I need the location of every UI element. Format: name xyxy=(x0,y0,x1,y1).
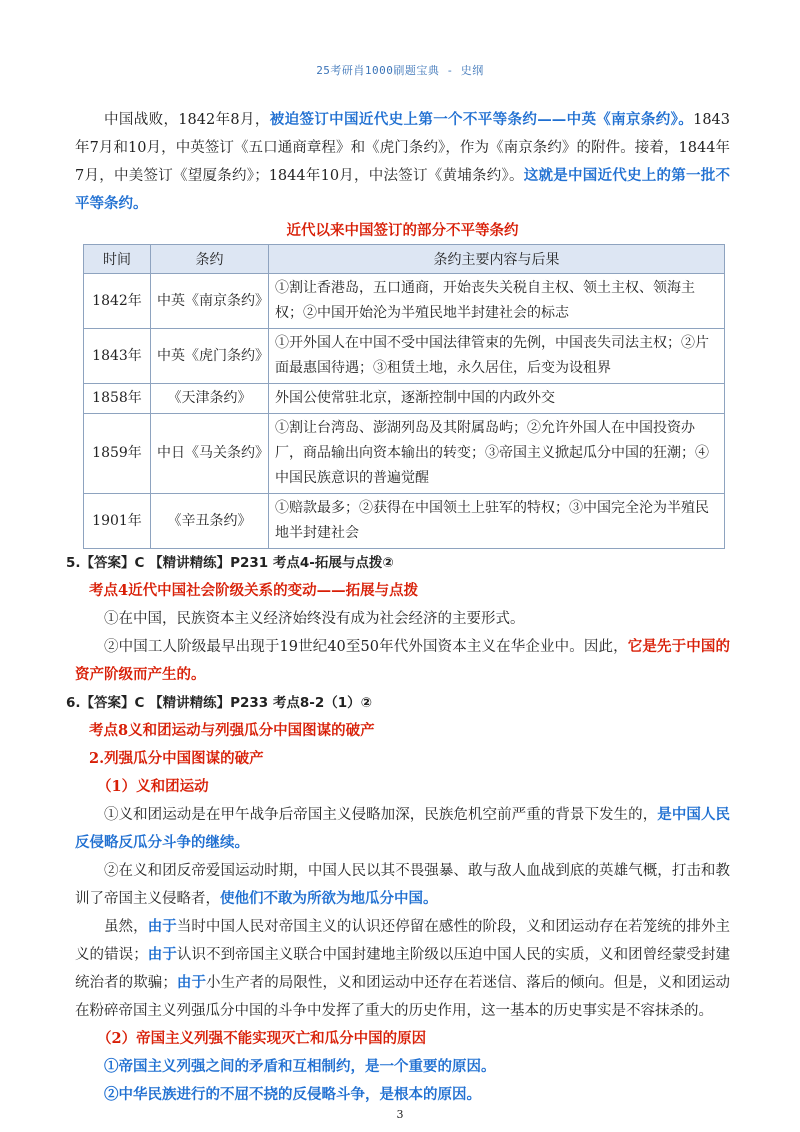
intro-highlight-1: 被迫签订中国近代史上第一个不平等条约——中英《南京条约》。 xyxy=(269,111,694,128)
cell-content: ①割让香港岛，五口通商，开始丧失关税自主权、领土主权、领海主权；②中国开始沦为半殖民地半封建社会的标志 xyxy=(269,274,725,329)
page-header: 25考研肖1000刷题宝典 - 史纲 xyxy=(316,64,484,77)
q5-point-2-highlight: 它是先于中国的资产阶级而产生的。 xyxy=(75,638,731,683)
table-header-row xyxy=(84,245,725,274)
page-number: 3 xyxy=(396,1108,404,1121)
cell-treaty: 中英《虎门条约》 xyxy=(151,329,269,384)
section-heading: 2.列强瓜分中国图谋的破产 xyxy=(89,750,264,767)
table-row xyxy=(84,414,725,494)
boxer-limitations xyxy=(75,913,730,1025)
q5-point-1: ①在中国，民族资本主义经济始终没有成为社会经济的主要形式。 xyxy=(104,611,525,627)
table-title: 近代以来中国签订的部分不平等条约 xyxy=(286,222,519,239)
limitations-text-1: 虽然， xyxy=(104,919,148,935)
treaty-table xyxy=(83,244,725,549)
boxer-point-2 xyxy=(75,857,730,913)
cell-content: ①赔款最多；②获得在中国领土上驻军的特权；③中国完全沦为半殖民地半封建社会 xyxy=(269,494,725,549)
boxer-point-1 xyxy=(75,801,730,857)
q5-point-2-text: ②中国工人阶级最早出现于19世纪40至50年代外国资本主义在华企业中。因此， xyxy=(104,639,628,655)
limitations-because-2: 由于 xyxy=(147,946,177,963)
reason-1: ①帝国主义列强之间的矛盾和互相制约，是一个重要的原因。 xyxy=(104,1058,496,1075)
table-row xyxy=(84,494,725,549)
table-row xyxy=(84,384,725,414)
table-row xyxy=(84,274,725,329)
boxer-point-1-text: ①义和团运动是在甲午战争后帝国主义侵略加深，民族危机空前严重的背景下发生的， xyxy=(104,807,658,823)
q5-point-2 xyxy=(75,633,730,689)
topic-8-heading: 考点8义和团运动与列强瓜分中国图谋的破产 xyxy=(89,722,375,739)
limitations-because-3: 由于 xyxy=(176,974,207,991)
limitations-text-4: 小生产者的局限性，义和团运动中还存在若迷信、落后的倾向。但是，义和团运动在粉碎帝国主义列强瓜分中国的斗争中发挥了重大的历史作用，这一基本的历史事实是不容抹杀的。 xyxy=(75,975,731,1019)
limitations-text-2: 当时中国人民对帝国主义的认识还停留在感性的阶段，义和团运动存在若笼统的排外主义的错误； xyxy=(75,919,731,963)
cell-time: 1858年 xyxy=(84,384,151,414)
cell-time: 1859年 xyxy=(84,414,151,494)
topic-4-heading: 考点4近代中国社会阶级关系的变动——拓展与点拨 xyxy=(89,582,419,599)
page-content xyxy=(66,106,731,1109)
header-treaty: 条约 xyxy=(151,245,269,274)
cell-time: 1842年 xyxy=(84,274,151,329)
header-content: 条约主要内容与后果 xyxy=(269,245,725,274)
cell-treaty: 中日《马关条约》 xyxy=(151,414,269,494)
table-row xyxy=(84,329,725,384)
subsection-2-heading: （2）帝国主义列强不能实现灭亡和瓜分中国的原因 xyxy=(97,1030,427,1047)
answer-6: 6.【答案】C 【精讲精练】P233 考点8-2（1）② xyxy=(66,695,373,711)
limitations-because-1: 由于 xyxy=(147,918,177,935)
reason-2: ②中华民族进行的不屈不挠的反侵略斗争，是根本的原因。 xyxy=(104,1086,481,1103)
intro-paragraph xyxy=(75,106,730,218)
cell-content: ①割让台湾岛、澎湖列岛及其附属岛屿；②允许外国人在中国投资办厂，商品输出向资本输出的转变；③帝国主义掀起瓜分中国的狂潮；④中国民族意识的普遍觉醒 xyxy=(269,414,725,494)
header-time: 时间 xyxy=(84,245,151,274)
answer-5: 5.【答案】C 【精讲精练】P231 考点4-拓展与点拨② xyxy=(66,555,394,571)
intro-text-1: 中国战败，1842年8月， xyxy=(104,112,270,128)
boxer-point-2-text: ②在义和团反帝爱国运动时期，中国人民以其不畏强暴、敢与敌人血战到底的英雄气概，打击和教训了帝国主义侵略者， xyxy=(75,863,730,907)
intro-highlight-2: 这就是中国近代史上的第一批不平等条约。 xyxy=(75,167,731,212)
cell-treaty: 《辛丑条约》 xyxy=(151,494,269,549)
cell-treaty: 中英《南京条约》 xyxy=(151,274,269,329)
boxer-point-2-highlight: 使他们不敢为所欲为地瓜分中国。 xyxy=(220,890,438,907)
intro-text-2: 1843年7月和10月，中英签订《五口通商章程》和《虎门条约》，作为《南京条约》的附件。接着，1844年7月，中美签订《望厦条约》；1844年10月，中法签订《黄埔条约》。 xyxy=(75,112,730,184)
cell-content: ①开外国人在中国不受中国法律管束的先例，中国丧失司法主权；②片面最惠国待遇；③租赁土地，永久居住，后变为设租界 xyxy=(269,329,725,384)
subsection-1-heading: （1）义和团运动 xyxy=(97,778,209,795)
cell-time: 1901年 xyxy=(84,494,151,549)
boxer-point-1-highlight: 是中国人民反侵略反瓜分斗争的继续。 xyxy=(75,806,731,851)
cell-content: 外国公使常驻北京，逐渐控制中国的内政外交 xyxy=(269,384,725,414)
limitations-text-3: 认识不到帝国主义联合中国封建地主阶级以压迫中国人民的实质，义和团曾经蒙受封建统治者的欺骗； xyxy=(75,947,731,991)
cell-time: 1843年 xyxy=(84,329,151,384)
cell-treaty: 《天津条约》 xyxy=(151,384,269,414)
